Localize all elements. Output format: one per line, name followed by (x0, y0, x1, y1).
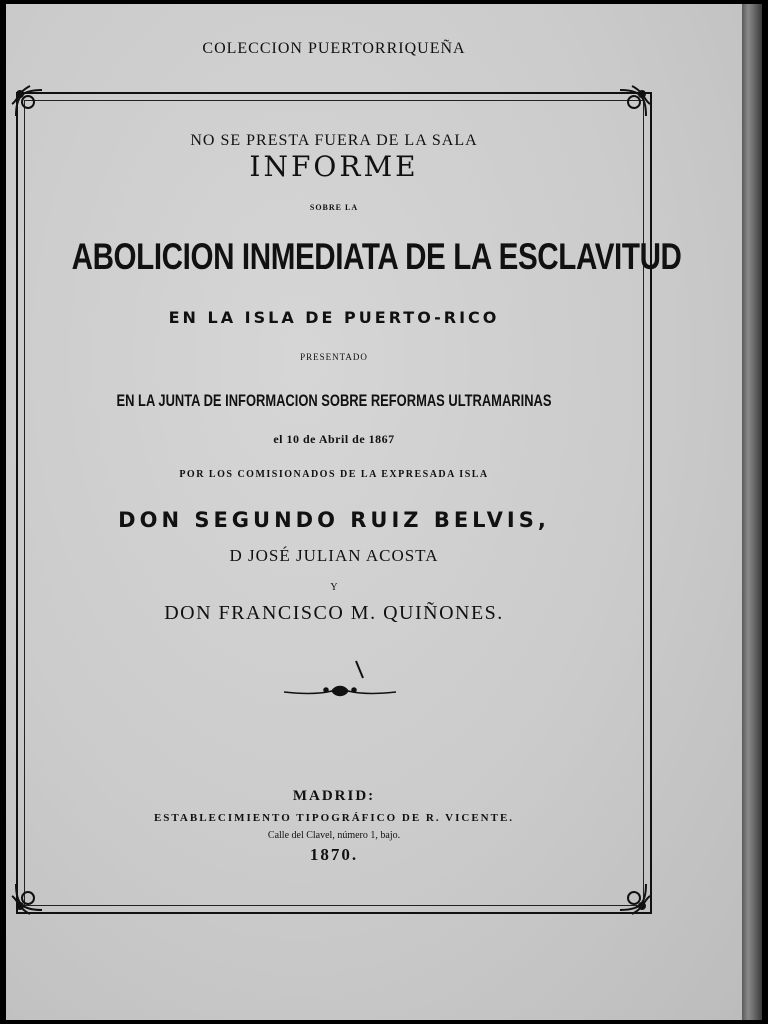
presented-label: PRESENTADO (300, 352, 368, 362)
imprint-city: MADRID: (292, 788, 376, 804)
scanned-page (6, 4, 762, 1020)
author-first: DON SEGUNDO RUIZ BELVIS, (118, 508, 550, 532)
author-second: D JOSÉ JULIAN ACOSTA (229, 546, 439, 565)
inner-border-frame (24, 100, 682, 906)
presentation-date: el 10 de Abril de 1867 (273, 432, 395, 446)
presented-by: POR LOS COMISIONADOS DE LA EXPRESADA ISLA (179, 469, 489, 480)
corner-ornament-top-left-icon (8, 82, 50, 124)
corner-ornament-bottom-left-icon (8, 876, 50, 918)
corner-ornament-bottom-right-icon (612, 876, 654, 918)
imprint-address: Calle del Clavel, número 1, bajo. (267, 830, 401, 841)
document-subject: ABOLICION INMEDIATA DE LA ESCLAVITUD (71, 236, 682, 277)
author-third: DON FRANCISCO M. QUIÑONES. (164, 602, 504, 624)
paper-sheet (6, 4, 744, 1020)
author-conjunction: Y (330, 582, 338, 593)
printer-flourish-icon (282, 682, 398, 700)
book-spine-edge (742, 4, 762, 1020)
title-connector: SOBRE LA (309, 203, 359, 212)
pencil-mark-icon (354, 660, 366, 680)
imprint-year: 1870. (309, 845, 359, 864)
document-location: EN LA ISLA DE PUERTO-RICO (168, 308, 500, 327)
collection-label: COLECCION PUERTORRIQUEÑA (202, 40, 466, 57)
library-stamp: NO SE PRESTA FUERA DE LA SALA (190, 132, 478, 149)
imprint-printer: ESTABLECIMIENTO TIPOGRÁFICO DE R. VICENTE. (153, 812, 515, 824)
document-title: INFORME (249, 150, 419, 183)
corner-ornament-top-right-icon (612, 82, 654, 124)
presentation-venue: EN LA JUNTA DE INFORMACION SOBRE REFORMAS ULTRAMARINAS (116, 391, 552, 410)
